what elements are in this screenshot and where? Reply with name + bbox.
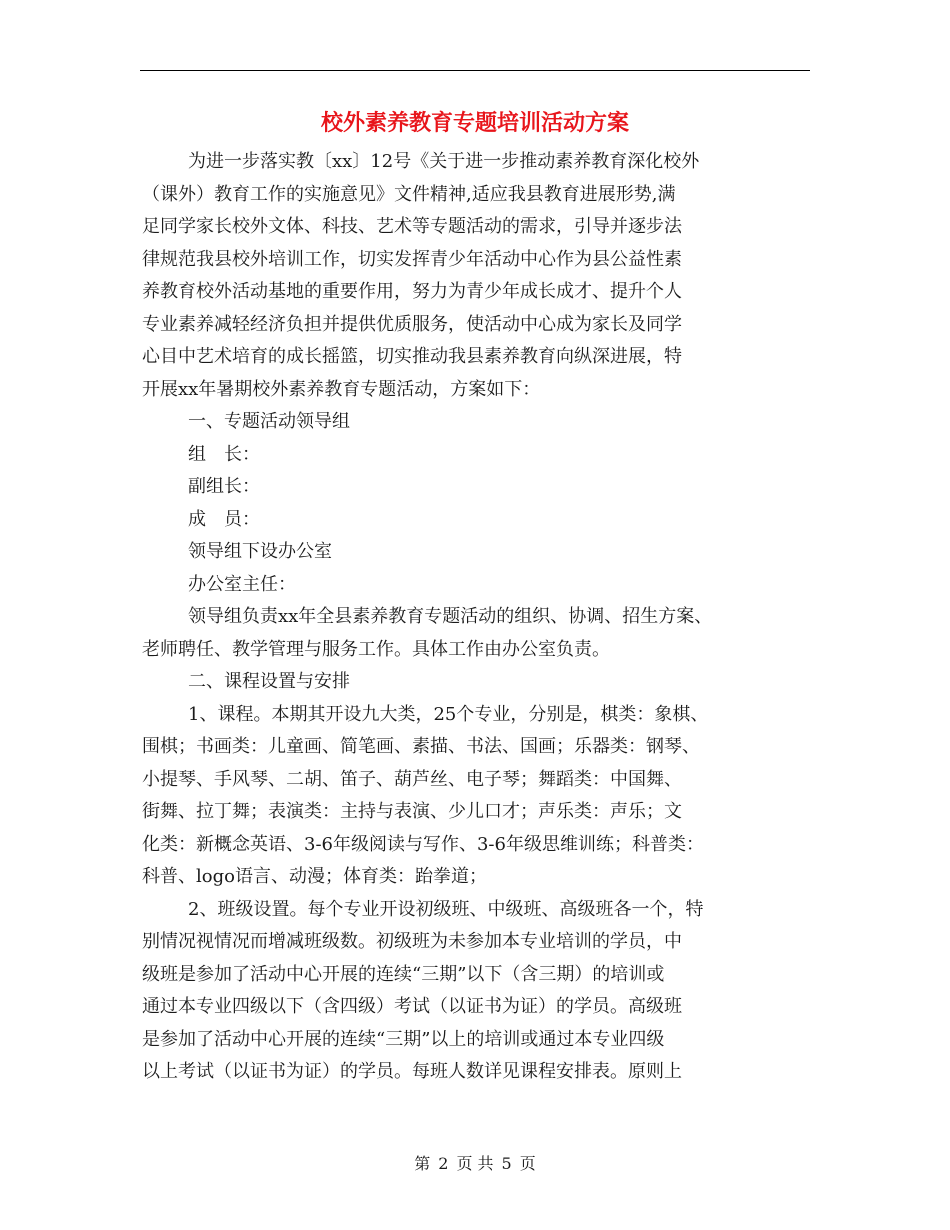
body-line: 副组长： [188, 476, 260, 497]
document-title: 校外素养教育专题培训活动方案 [320, 110, 629, 136]
body-line: 老师聘任、教学管理与服务工作。具体工作由办公室负责。 [142, 638, 610, 660]
section-heading: 一、专题活动领导组 [188, 411, 350, 432]
body-line: 开展xx年暑期校外素养教育专题活动，方案如下： [142, 378, 541, 400]
header-rule [140, 70, 810, 71]
footer-prefix: 第 [414, 1154, 431, 1173]
body-line: 2、班级设置。每个专业开设初级班、中级班、高级班各一个，特 [188, 898, 704, 920]
body-line: 是参加了活动中心开展的连续“三期”以上的培训或通过本专业四级 [142, 1028, 665, 1050]
footer-middle: 页 共 [456, 1154, 494, 1173]
section-heading: 二、课程设置与安排 [188, 671, 350, 692]
body-line: 组 长： [188, 443, 260, 465]
body-line: 围棋；书画类：儿童画、简笔画、素描、书法、国画；乐器类：钢琴、 [142, 736, 700, 757]
body-line: 以上考试（以证书为证）的学员。每班人数详见课程安排表。原则上 [142, 1061, 682, 1082]
body-line: 通过本专业四级以下（含四级）考试（以证书为证）的学员。高级班 [142, 996, 682, 1017]
body-line: 街舞、拉丁舞；表演类：主持与表演、少儿口才；声乐类：声乐；文 [142, 801, 682, 822]
body-line: 领导组负责xx年全县素养教育专题活动的组织、协调、招生方案、 [188, 606, 713, 627]
body-line: 专业素养减轻经济负担并提供优质服务，使活动中心成为家长及同学 [142, 313, 682, 335]
body-line: 级班是参加了活动中心开展的连续“三期”以下（含三期）的培训或 [142, 963, 665, 985]
body-line: 科普、logo语言、动漫；体育类：跆拳道； [142, 866, 487, 887]
footer-suffix: 页 [519, 1154, 536, 1173]
page-footer [0, 1153, 950, 1175]
body-line: 1、课程。本期其开设九大类，25个专业，分别是，棋类：象棋、 [188, 703, 709, 725]
body-line: 别情况视情况而增减班级数。初级班为未参加本专业培训的学员，中 [142, 931, 682, 952]
body-line: 养教育校外活动基地的重要作用，努力为青少年成长成才、提升个人 [142, 281, 682, 302]
body-line: 律规范我县校外培训工作，切实发挥青少年活动中心作为县公益性素 [142, 248, 682, 270]
body-line: （课外）教育工作的实施意见》文件精神,适应我县教育进展形势,满 [142, 183, 676, 205]
body-line: 化类：新概念英语、3-6年级阅读与写作、3-6年级思维训练；科普类： [142, 833, 704, 855]
footer-page-number: 2 [438, 1154, 449, 1173]
document-body [142, 146, 817, 1089]
body-line: 成 员： [188, 508, 260, 530]
body-line: 办公室主任： [188, 573, 296, 595]
body-line: 心目中艺术培育的成长摇篮，切实推动我县素养教育向纵深进展，特 [142, 346, 682, 367]
body-line: 为进一步落实教〔xx〕12号《关于进一步推动素养教育深化校外 [188, 151, 700, 172]
body-line: 小提琴、手风琴、二胡、笛子、葫芦丝、电子琴；舞蹈类：中国舞、 [142, 768, 682, 790]
body-line: 领导组下设办公室 [188, 541, 332, 562]
footer-total-pages: 5 [501, 1154, 512, 1173]
body-line: 足同学家长校外文体、科技、艺术等专题活动的需求，引导并逐步法 [142, 216, 682, 237]
